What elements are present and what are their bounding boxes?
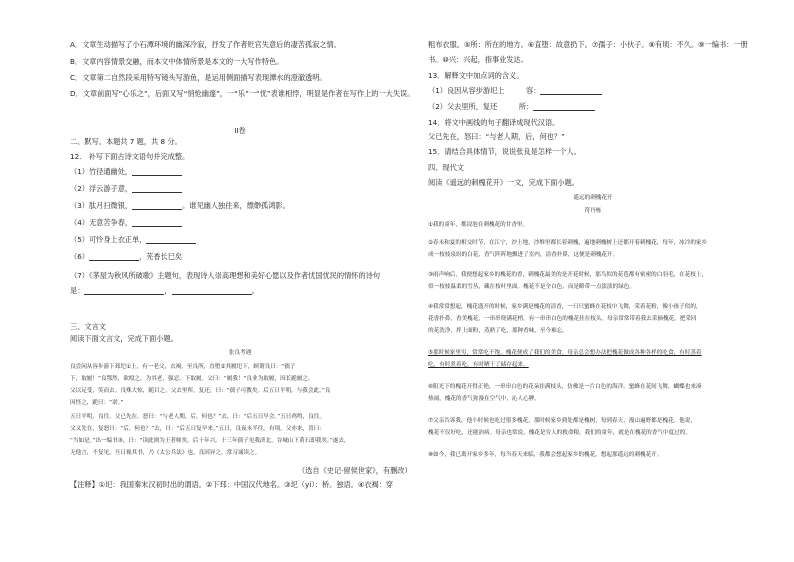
footnote-continued: 书。⑩兴：兴起，指事业发达。 — [428, 55, 528, 64]
essay-line: 槐花不仅好吃，还能治病。母亲也常说，槐花是穷人的救命粮。我们的童年，就是在槐花的香气中度过的。 — [428, 430, 691, 436]
blank[interactable] — [89, 253, 139, 261]
passage-line: 无他言，不复见。旦日视其书，乃《太公兵法》也。良因异之，常习诵读之。 — [70, 450, 261, 456]
essay-line: ②春未和夏的相交时节，在江宁，沙土地，沙堆里都长着刺槐，遍地刺槐树上还都开着刺槐花，每年，冰冷的家乡 — [428, 240, 708, 246]
question-13-2: （2）父去里所，复还 所： — [428, 102, 595, 111]
essay-line: ⑦父亲告诉我，他小时候也吃过很多槐花，那时候家乡到处都是槐树，每到春天，漫山遍野都是槐花。他说， — [428, 418, 696, 424]
question-14-text: 父已先在，怒曰：“与老人期，后，何也？” — [428, 132, 565, 141]
option-c: C．文章第二自然段采用特写镜头写游鱼，是运用侧面描写表现潭水的澄澈透明。 — [70, 73, 327, 82]
question-14: 14．将文中画线的句子翻译成现代汉语。 — [428, 118, 560, 127]
passage-line: 父以足受，笑而去。良殊大惊，随目之。父去里所，复还，曰：“孺子可教矣。后五日平明，与我会此。”良 — [70, 388, 331, 394]
passage-line: 五日平明，良往。父已先在，怒曰：“与老人期，后，何也？”去，曰：“后五日早会。”五日鸡鸣，良往。 — [70, 414, 325, 420]
blank[interactable] — [146, 236, 196, 244]
essay-line: ④我常常想起，槐花盛开的时候，家乡满是槐花的清香，一只只蜜蜂在花枝中飞舞，采着花粉，像小孩子似的， — [428, 304, 702, 310]
option-b: B．文章内容情景交融，而本文中体情所景是本文的一大写作特色。 — [70, 57, 284, 66]
fill-6: （6） ，芜香长巳矣 — [70, 252, 183, 261]
passage-source: （选自《史记·留侯世家》，有删改） — [298, 466, 412, 475]
essay-line: 的花洗净，拌上面粉，蒸熟了吃，那种香味，至今难忘。 — [428, 328, 568, 334]
fill-7-prompt: （7）《茅屋为秋风所破歌》主题句，表现诗人崇高理想和美好心愿以及作者忧国忧民的情怀的诗句 — [70, 271, 381, 280]
fill-5: （5）可怜身上衣正单， — [70, 235, 196, 244]
passage-title: 张良考遇 — [228, 350, 252, 356]
essay-line: ①我的童年，都浸泡在刺槐花的甘香里。 — [428, 222, 529, 228]
blank[interactable] — [132, 202, 182, 210]
blank[interactable] — [172, 287, 252, 295]
fill-3: （3）肽月扫微银， 。谁见幽人独往来，缥缈孤鸿影。 — [70, 201, 290, 210]
volume-heading: II卷 — [234, 126, 246, 135]
fill-7-answer: 是： ， 。 — [70, 286, 259, 295]
blank[interactable] — [533, 103, 595, 111]
essay-line: ⑧如今，我已离开家乡多年，每当春天来临，我都会想起家乡的槐花，想起那遥远的刺槐花开。 — [428, 452, 663, 458]
option-d: D．文章前面写“心乐之”，后面又写“悄怆幽邃”，一“乐”一“忧”表谁相悖，明显是作者在写作上的一大失误。 — [70, 89, 415, 98]
question-12: 12. 补写下面古诗文语句并完成整。 — [70, 152, 190, 161]
section-3-title: 三、文言文 — [70, 322, 106, 331]
fill-4: （4）无意苦争春， — [70, 218, 182, 227]
essay-line: 热闹。槐花的香气弥漫在空气中，沁人心脾。 — [428, 396, 540, 402]
passage-line: “当如是。”出一编书③，曰：“读此则为王者师矣。后十年兴。十三年孺子见我济北，谷城山下黄石即我矣。”遂去， — [70, 438, 350, 444]
blank[interactable] — [132, 168, 182, 176]
passage-line: 良尝闲从容步游下邳圯①上，有一老父，衣褐，至良所，直堕②其履圯下，顾谓良曰：“孺子 — [70, 364, 296, 370]
essay-title: 遥远的刺槐花开 — [573, 195, 613, 201]
essay-line: 成一枝枝泉纷的白花，香气阵阵地飘进了室内，清香扑鼻，这便是刺槐花开。 — [428, 252, 619, 258]
question-13-1: （1）良因从容步游圯上 容： — [428, 86, 602, 95]
essay-line: ⑥阳光下的槐花开得正艳，一串串白色的花朵挂满枝头，仿佛是一片白色的海洋。蜜蜂在花间飞舞，蝴蝶也来凑 — [428, 384, 702, 390]
essay-line-underlined: ⑤那时候家里穷，常常吃不饱，槐花便成了我们的美食。母亲总会想办法把槐花做成各种各样的吃食，有时蒸着 — [428, 350, 702, 356]
question-13: 13．解释文中加点词的含义。 — [428, 71, 524, 80]
passage-line: 因怪之，跪曰：“诺。” — [70, 400, 124, 406]
footnote: 【注释】①圯：我国秦末汉初时出的谓语。②下邳：中国汉代地名。③圯（yí）：桥。独语。④衣褐：穿 — [70, 480, 394, 489]
section-4-title: 四、现代文 — [428, 163, 464, 172]
passage-line: 父又先在，复怒曰：“后，何也？”去，曰：“后五日复早来。”五日，良夜未半往。有顷，父亦来，喜曰： — [70, 426, 325, 432]
option-a: A．文章生动描写了小石潭环境的幽深冷寂，抒发了作者贬官失意后的凄苦孤寂之情。 — [70, 40, 341, 49]
fill-1: （1）竹径通幽处， — [70, 167, 182, 176]
section-3-prompt: 阅读下面文言文，完成下面小题。 — [70, 334, 178, 343]
blank[interactable] — [132, 185, 182, 193]
blank[interactable] — [132, 219, 182, 227]
section-2-title: 二、默写。本题共 7 题，共 8 分。 — [70, 137, 182, 146]
section-4-prompt: 阅读《遥远的刺槐花开》一文，完成下面小题。 — [428, 178, 579, 187]
essay-line: 似一枝枝温柔的雪丛，藏在枝叶里面。槐花不是全白色，而是略带一点淡淡的绿色。 — [428, 284, 635, 290]
essay-line-underlined: 吃，有时煮着吃，有时晒干了储存起来。 — [428, 362, 529, 368]
passage-line: 下，取履！”良鄂然，欲殴之。为其老，强忍，下取履。父曰：“履我！”良业为取履，因长跪履之。 — [70, 376, 314, 382]
blank[interactable] — [540, 87, 602, 95]
fill-2: （2）浮云游子意， — [70, 184, 182, 193]
essay-line: ③雨声响后，我便想起家乡的槐花的香，刺槐花最美的是开花时候，那鸟似的花苞都有密密的白羽毛，在花枝上， — [428, 272, 708, 278]
blank[interactable] — [84, 287, 164, 295]
question-15: 15．请结合具体情节，说说张良是怎样一个人。 — [428, 147, 581, 156]
essay-author: 符丹栋 — [584, 208, 602, 214]
essay-line: 花香扑鼻，香美槐花，一串串绕满花梢。有一串串白色的槐花挂在枝头。母亲常常带着我去采摘槐花，把采回 — [428, 316, 697, 322]
footnote-continued: 粗布衣服。⑤所：所在的地方。⑥直堕：故意扔下。⑦孺子：小伙子。⑧有顷：不久。⑨一编书：一册 — [428, 40, 748, 49]
